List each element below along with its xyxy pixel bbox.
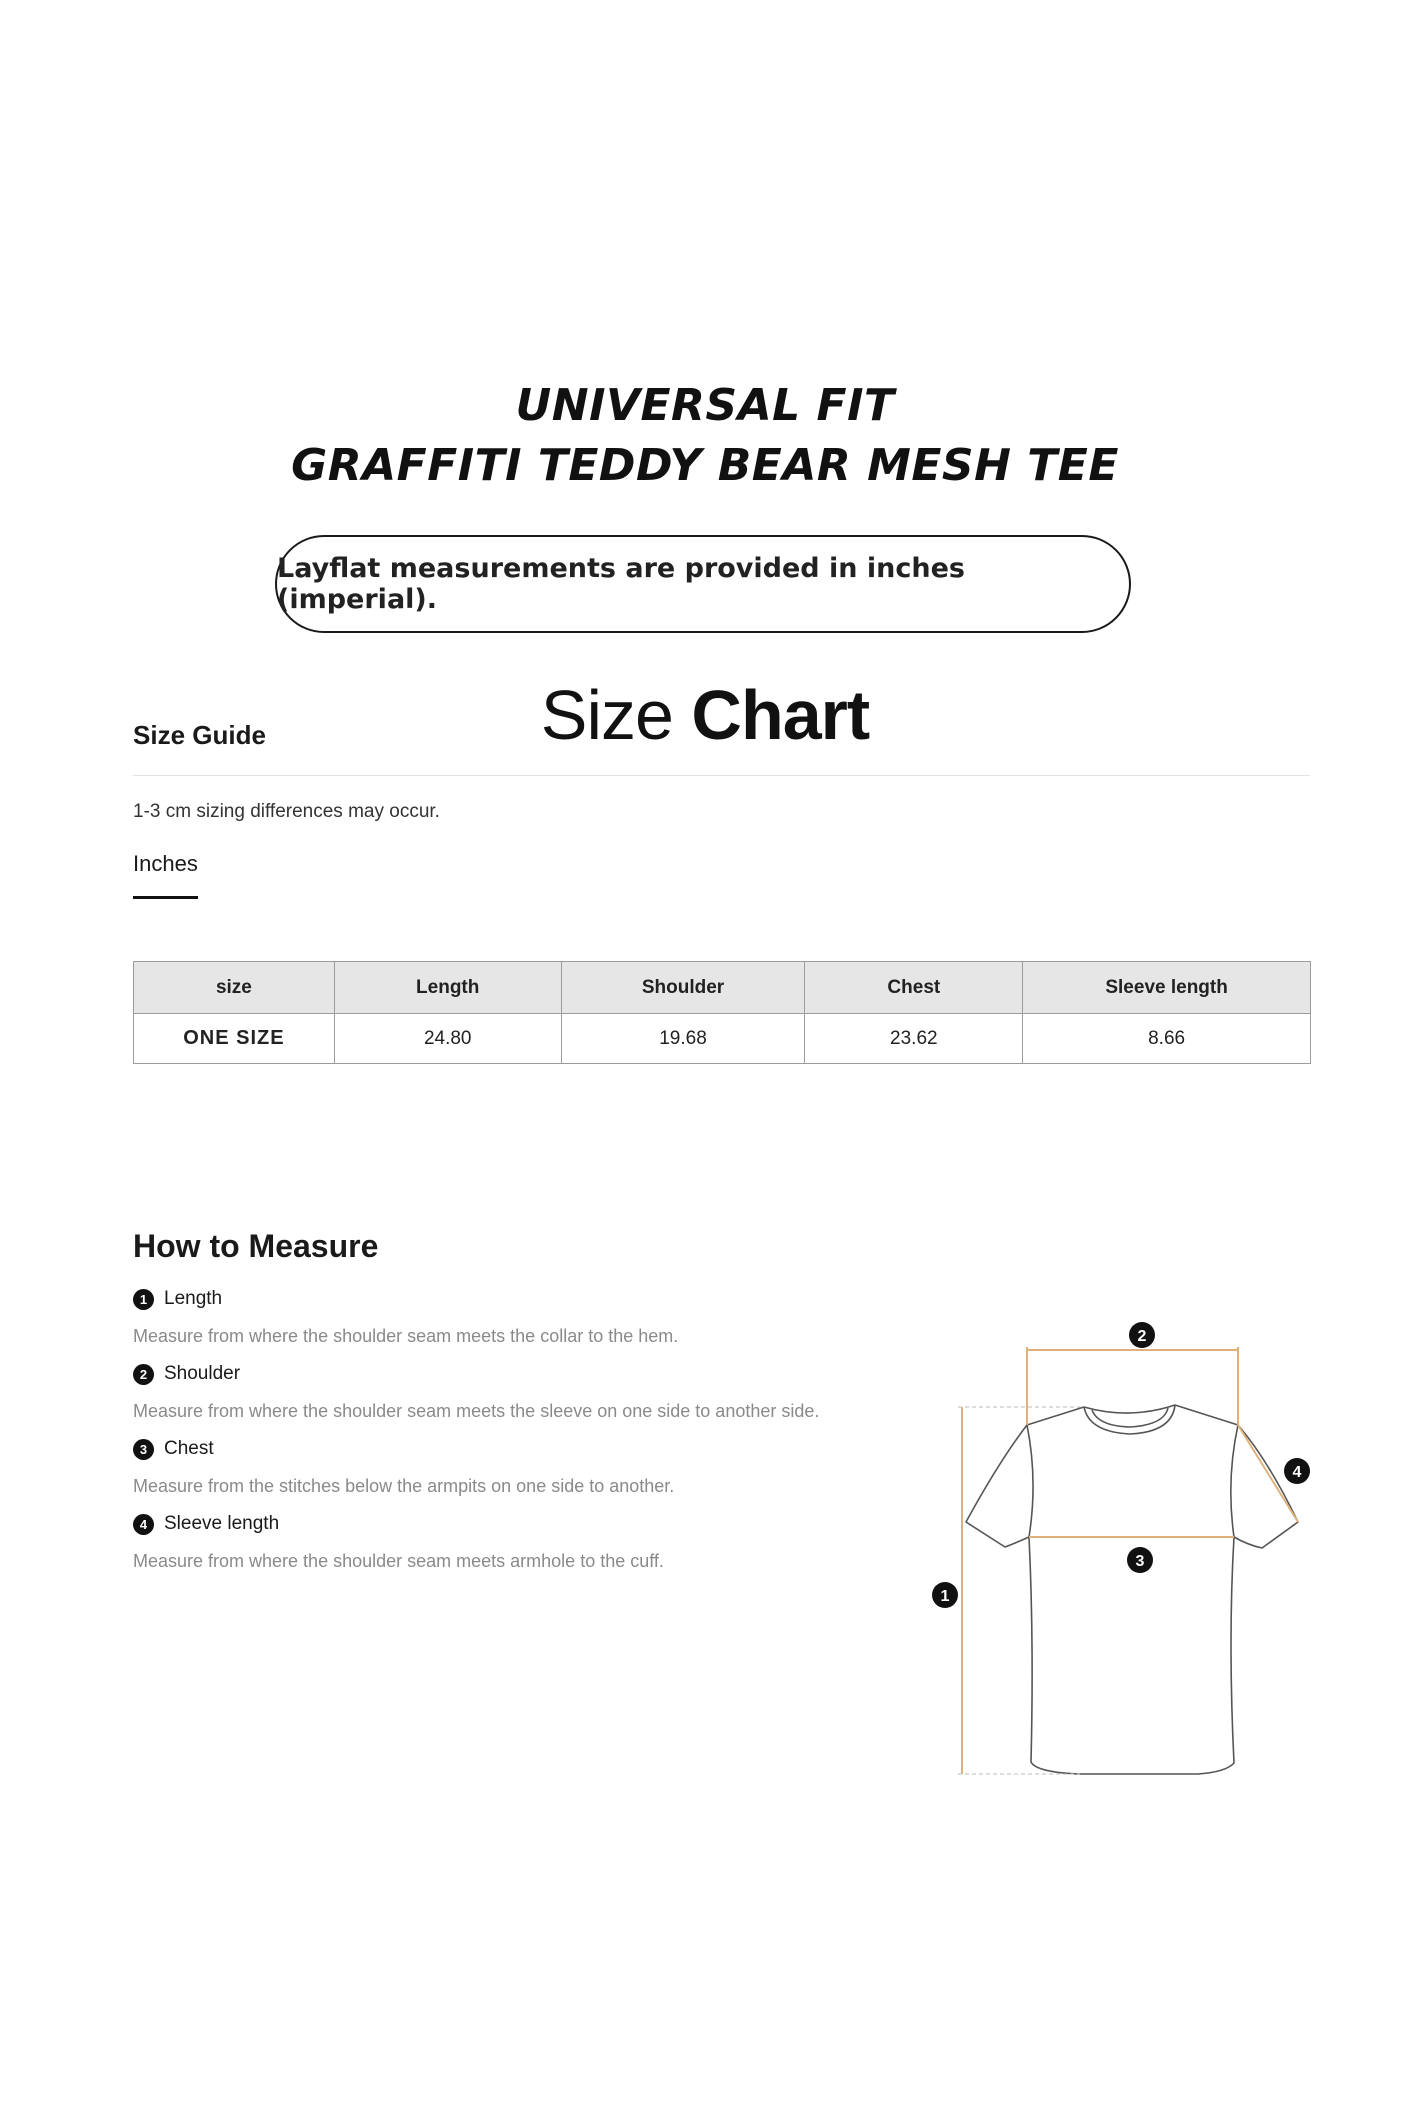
table-header-cell: size — [134, 962, 335, 1014]
step-title-text: Chest — [164, 1438, 214, 1459]
tab-inches[interactable]: Inches — [133, 851, 198, 876]
table-header-cell: Shoulder — [561, 962, 805, 1014]
tshirt-outline — [966, 1405, 1298, 1774]
marker-2-label: 2 — [1137, 1328, 1147, 1345]
step-number-icon: 3 — [133, 1439, 154, 1460]
table-header-row — [134, 962, 1311, 1014]
marker-4-label: 4 — [1292, 1464, 1302, 1481]
size-chart-heading-bold: Chart — [691, 676, 870, 754]
table-row — [134, 1014, 1311, 1064]
size-table — [133, 961, 1311, 1064]
table-header-cell: Length — [334, 962, 561, 1014]
measurement-markers — [932, 1322, 1310, 1608]
step-length-desc: Measure from where the shoulder seam meets the collar to the hem. — [133, 1326, 679, 1346]
step-sleeve-length-desc: Measure from where the shoulder seam meets armhole to the cuff. — [133, 1551, 664, 1571]
step-number-icon: 4 — [133, 1514, 154, 1535]
product-title-line2: GRAFFITI TEDDY BEAR MESH TEE — [291, 440, 1119, 491]
table-cell: 19.68 — [561, 1014, 805, 1064]
product-title-line1: UNIVERSAL FIT — [515, 380, 895, 431]
step-shoulder-desc: Measure from where the shoulder seam meets the sleeve on one side to another side. — [133, 1401, 820, 1421]
step-chest-title — [133, 1438, 214, 1460]
step-sleeve-length-title — [133, 1513, 279, 1535]
size-guide-heading: Size Guide — [133, 720, 266, 750]
table-cell: 24.80 — [334, 1014, 561, 1064]
step-title-text: Sleeve length — [164, 1513, 280, 1534]
divider — [133, 775, 1310, 776]
table-cell-size: ONE SIZE — [134, 1014, 335, 1064]
step-title-text: Shoulder — [164, 1363, 241, 1384]
table-cell: 8.66 — [1023, 1014, 1311, 1064]
step-number-icon: 1 — [133, 1289, 154, 1310]
marker-1-label: 1 — [940, 1588, 950, 1605]
measurement-notice: Layflat measurements are provided in inches (imperial). — [275, 535, 1131, 633]
sizing-difference-note: 1-3 cm sizing differences may occur. — [133, 801, 440, 822]
tshirt-measurement-diagram — [920, 1300, 1330, 1790]
size-chart-heading-light: Size — [540, 676, 692, 754]
step-title-text: Length — [164, 1288, 223, 1309]
tab-inches-underline — [133, 896, 198, 899]
marker-3-label: 3 — [1135, 1553, 1145, 1570]
step-length-title — [133, 1288, 222, 1310]
step-number-icon: 2 — [133, 1364, 154, 1385]
step-shoulder-title — [133, 1363, 240, 1385]
table-cell: 23.62 — [805, 1014, 1023, 1064]
table-header-cell: Sleeve length — [1023, 962, 1311, 1014]
step-chest-desc: Measure from the stitches below the armpits on one side to another. — [133, 1476, 675, 1496]
how-to-measure-heading: How to Measure — [133, 1228, 379, 1264]
table-header-cell: Chest — [805, 962, 1023, 1014]
